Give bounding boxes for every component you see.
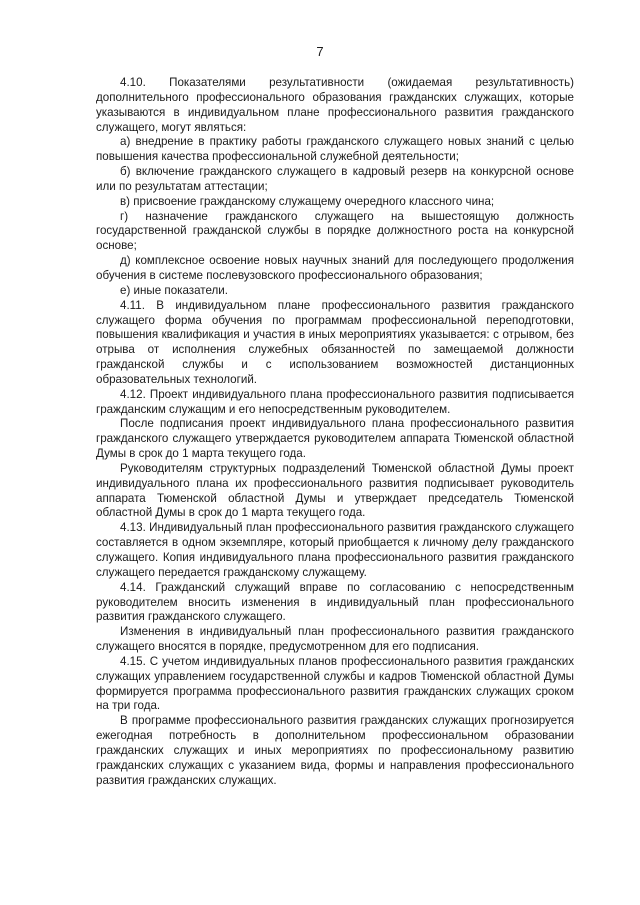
paragraph-4-14: 4.14. Гражданский служащий вправе по согласованию с непосредственным руководителем вносить изменения в индивидуальный план профессионального развития гражданского служащего.	[96, 580, 574, 624]
paragraph-4-15: 4.15. С учетом индивидуальных планов профессионального развития гражданских служащих управлением государственной службы и кадров Тюменской областной Думы формируется программа профессионального развития гражданских служащих сроком на три года.	[96, 654, 574, 713]
paragraph-4-13: 4.13. Индивидуальный план профессионального развития гражданского служащего составляется в одном экземпляре, который приобщается к личному делу гражданского служащего. Копия индивидуального плана профессионального развития гражданского служащего передается гражданскому служащему.	[96, 521, 574, 579]
list-item-g: г) назначение гражданского служащего на вышестоящую должность государственной гражданской службы в порядке должностного роста на конкурсной основе;	[96, 209, 574, 253]
document-body	[96, 76, 574, 789]
paragraph-4-11: 4.11. В индивидуальном плане профессионального развития гражданского служащего форма обучения по программам профессиональной переподготовки, повышения квалификация и участия в иных мероприятиях указывается: с отрывом, без отрыва от исполнения служебных обязанностей по замещаемой должности гражданской службы и с использованием возможностей дистанционных образовательных технологий.	[96, 298, 574, 386]
list-item-a: а) внедрение в практику работы гражданского служащего новых знаний с целью повышения качества профессиональной служебной деятельности;	[96, 135, 574, 164]
paragraph-4-10: 4.10. Показателями результативности (ожидаемая результативность) дополнительного профессионального образования гражданских служащих, которые указываются в индивидуальном плане профессионального развития гражданского служащего, могут являться:	[96, 76, 574, 134]
list-item-e: е) иные показатели.	[120, 283, 228, 297]
paragraph-4-15-program: В программе профессионального развития гражданских служащих прогнозируется ежегодная потребность в дополнительном профессиональном образовании гражданских служащих и иных мероприятиях по профессиональному развитию гражданских служащих с указанием вида, формы и направления профессионального развития гражданских служащих.	[96, 714, 574, 787]
page-number: 7	[316, 44, 324, 59]
paragraph-4-12-heads: Руководителям структурных подразделений Тюменской областной Думы проект индивидуального плана их профессионального развития подписывает руководитель аппарата Тюменской областной Думы и утверждает председатель Тюменской областной Думы в срок до 1 марта текущего года.	[96, 461, 574, 520]
paragraph-4-14-changes: Изменения в индивидуальный план профессионального развития гражданского служащего вносятся в порядке, предусмотренном для его подписания.	[96, 625, 574, 654]
list-item-b: б) включение гражданского служащего в кадровый резерв на конкурсной основе или по результатам аттестации;	[96, 165, 574, 193]
paragraph-4-12-approval: После подписания проект индивидуального плана профессионального развития гражданского служащего утверждается руководителем аппарата Тюменской областной Думы в срок до 1 марта текущего года.	[96, 417, 574, 461]
list-item-d: д) комплексное освоение новых научных знаний для последующего продолжения обучения в системе послевузовского профессионального образования;	[96, 254, 574, 282]
list-item-v: в) присвоение гражданскому служащему очередного классного чина;	[120, 194, 495, 208]
paragraph-4-12: 4.12. Проект индивидуального плана профессионального развития подписывается гражданским служащим и его непосредственным руководителем.	[96, 387, 574, 416]
